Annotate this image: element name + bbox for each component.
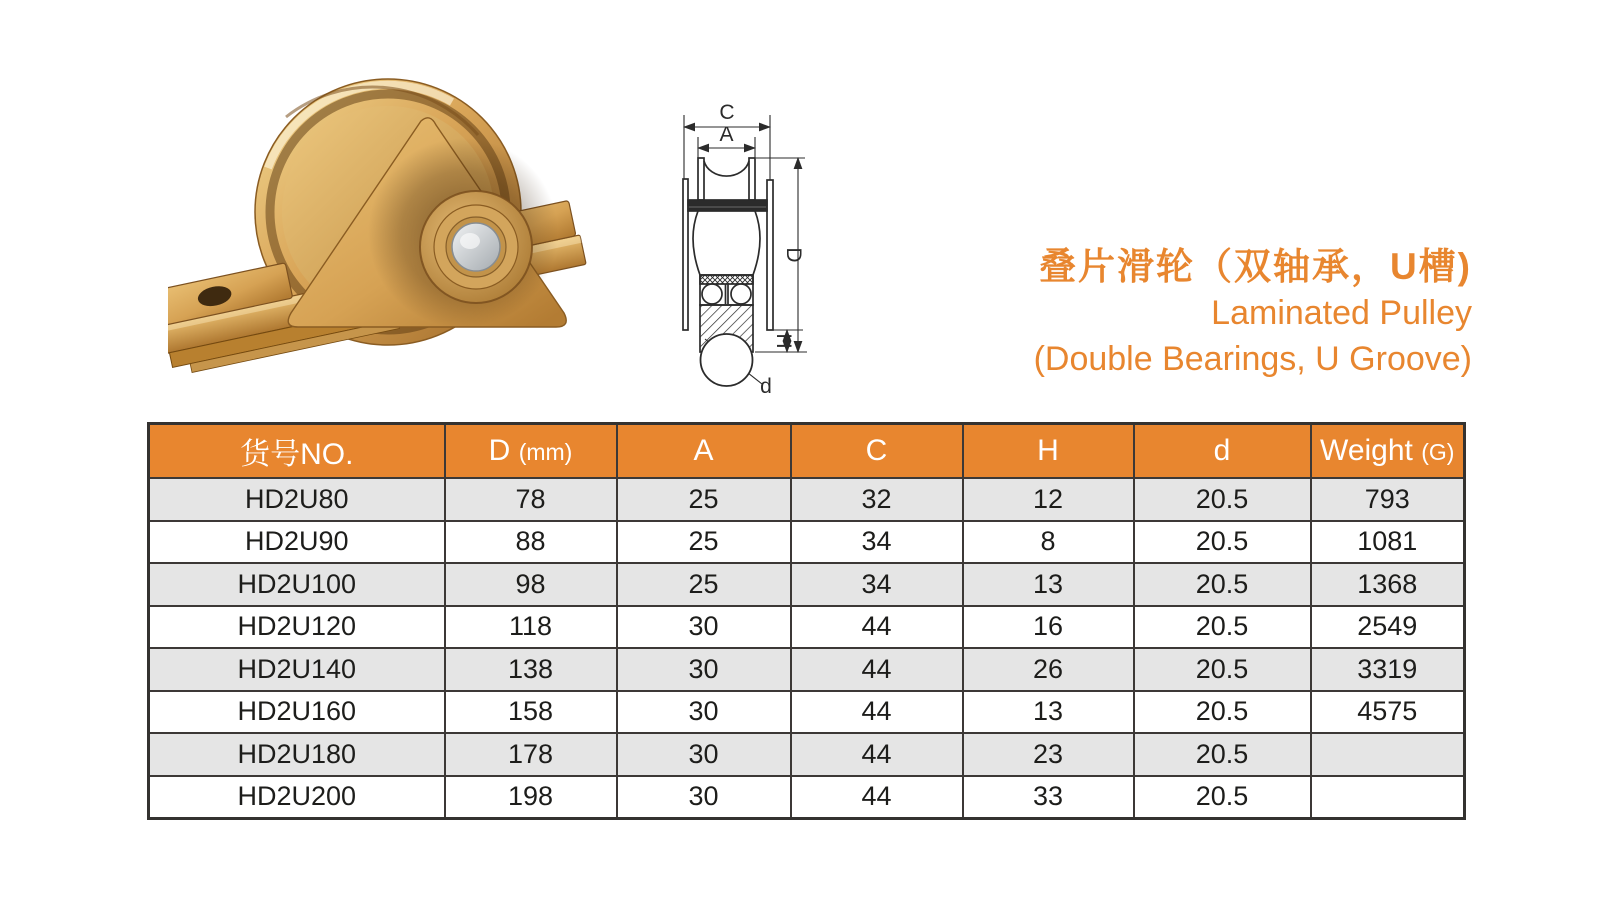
- table-cell: 118: [445, 606, 617, 649]
- column-header: 货号NO.: [149, 424, 445, 479]
- table-cell: 2549: [1311, 606, 1465, 649]
- table-cell: 16: [963, 606, 1134, 649]
- table-cell: 4575: [1311, 691, 1465, 734]
- column-header: d: [1134, 424, 1311, 479]
- table-cell: 34: [791, 521, 963, 564]
- table-cell: 178: [445, 733, 617, 776]
- table-cell: 26: [963, 648, 1134, 691]
- dim-label-D: D: [782, 247, 805, 263]
- table-cell: 30: [617, 606, 791, 649]
- column-header: D (mm): [445, 424, 617, 479]
- table-cell: 158: [445, 691, 617, 734]
- table-row: [149, 733, 1465, 776]
- table-cell: 13: [963, 563, 1134, 606]
- table-cell: 1081: [1311, 521, 1465, 564]
- header-row: [149, 424, 1465, 479]
- table-cell: 33: [963, 776, 1134, 819]
- table-cell: HD2U80: [149, 478, 445, 521]
- table-cell: 20.5: [1134, 733, 1311, 776]
- table-cell: 793: [1311, 478, 1465, 521]
- product-title-chinese: 叠片滑轮（双轴承，U槽): [1038, 246, 1472, 287]
- hub-and-bolt: [420, 191, 532, 303]
- product-photo: [168, 55, 600, 395]
- table-cell: 20.5: [1134, 691, 1311, 734]
- dim-label-d: d: [760, 375, 772, 398]
- table-cell: 44: [791, 648, 963, 691]
- table-cell: 12: [963, 478, 1134, 521]
- dim-label-H: H: [772, 333, 795, 349]
- table-cell: HD2U120: [149, 606, 445, 649]
- column-header: H: [963, 424, 1134, 479]
- table-cell: 20.5: [1134, 478, 1311, 521]
- table-cell: HD2U90: [149, 521, 445, 564]
- product-title-block: [1034, 244, 1472, 382]
- table-cell: 138: [445, 648, 617, 691]
- table-cell: 23: [963, 733, 1134, 776]
- table-cell: 30: [617, 648, 791, 691]
- column-header: A: [617, 424, 791, 479]
- spec-table: [147, 422, 1466, 820]
- table-cell: 44: [791, 606, 963, 649]
- table-cell: HD2U140: [149, 648, 445, 691]
- table-row: [149, 606, 1465, 649]
- column-header: C: [791, 424, 963, 479]
- table-row: [149, 563, 1465, 606]
- table-cell: 8: [963, 521, 1134, 564]
- table-cell: 78: [445, 478, 617, 521]
- pulley-photo-illustration: [168, 55, 600, 395]
- table-cell: 44: [791, 733, 963, 776]
- dim-label-A: A: [719, 123, 734, 146]
- dim-label-C: C: [719, 101, 735, 124]
- table-cell: HD2U200: [149, 776, 445, 819]
- table-cell: 20.5: [1134, 521, 1311, 564]
- table-cell: HD2U100: [149, 563, 445, 606]
- table-cell: 25: [617, 521, 791, 564]
- product-title-english: Laminated Pulley: [1211, 294, 1472, 332]
- table-cell: 98: [445, 563, 617, 606]
- table-cell: 34: [791, 563, 963, 606]
- table-row: [149, 691, 1465, 734]
- table-cell: 25: [617, 563, 791, 606]
- table-cell: 44: [791, 691, 963, 734]
- table-cell: 20.5: [1134, 648, 1311, 691]
- table-cell: 30: [617, 776, 791, 819]
- table-row: [149, 521, 1465, 564]
- technical-drawing: [635, 75, 940, 417]
- table-row: [149, 648, 1465, 691]
- column-header: Weight (G): [1311, 424, 1465, 479]
- table-body: [149, 478, 1465, 819]
- table-cell: 20.5: [1134, 563, 1311, 606]
- table-cell: 13: [963, 691, 1134, 734]
- table-cell: HD2U160: [149, 691, 445, 734]
- table-row: [149, 776, 1465, 819]
- cross-section-diagram: [635, 75, 940, 417]
- table-cell: 32: [791, 478, 963, 521]
- table-cell: 198: [445, 776, 617, 819]
- table-cell: 30: [617, 733, 791, 776]
- table-cell: [1311, 733, 1465, 776]
- table-cell: 88: [445, 521, 617, 564]
- table-cell: 20.5: [1134, 606, 1311, 649]
- table-cell: HD2U180: [149, 733, 445, 776]
- product-subtitle-english: (Double Bearings, U Groove): [1033, 340, 1472, 378]
- table-cell: 25: [617, 478, 791, 521]
- table-cell: [1311, 776, 1465, 819]
- table-cell: 3319: [1311, 648, 1465, 691]
- table-cell: 44: [791, 776, 963, 819]
- table-cell: 1368: [1311, 563, 1465, 606]
- table-cell: 30: [617, 691, 791, 734]
- table-row: [149, 478, 1465, 521]
- table-cell: 20.5: [1134, 776, 1311, 819]
